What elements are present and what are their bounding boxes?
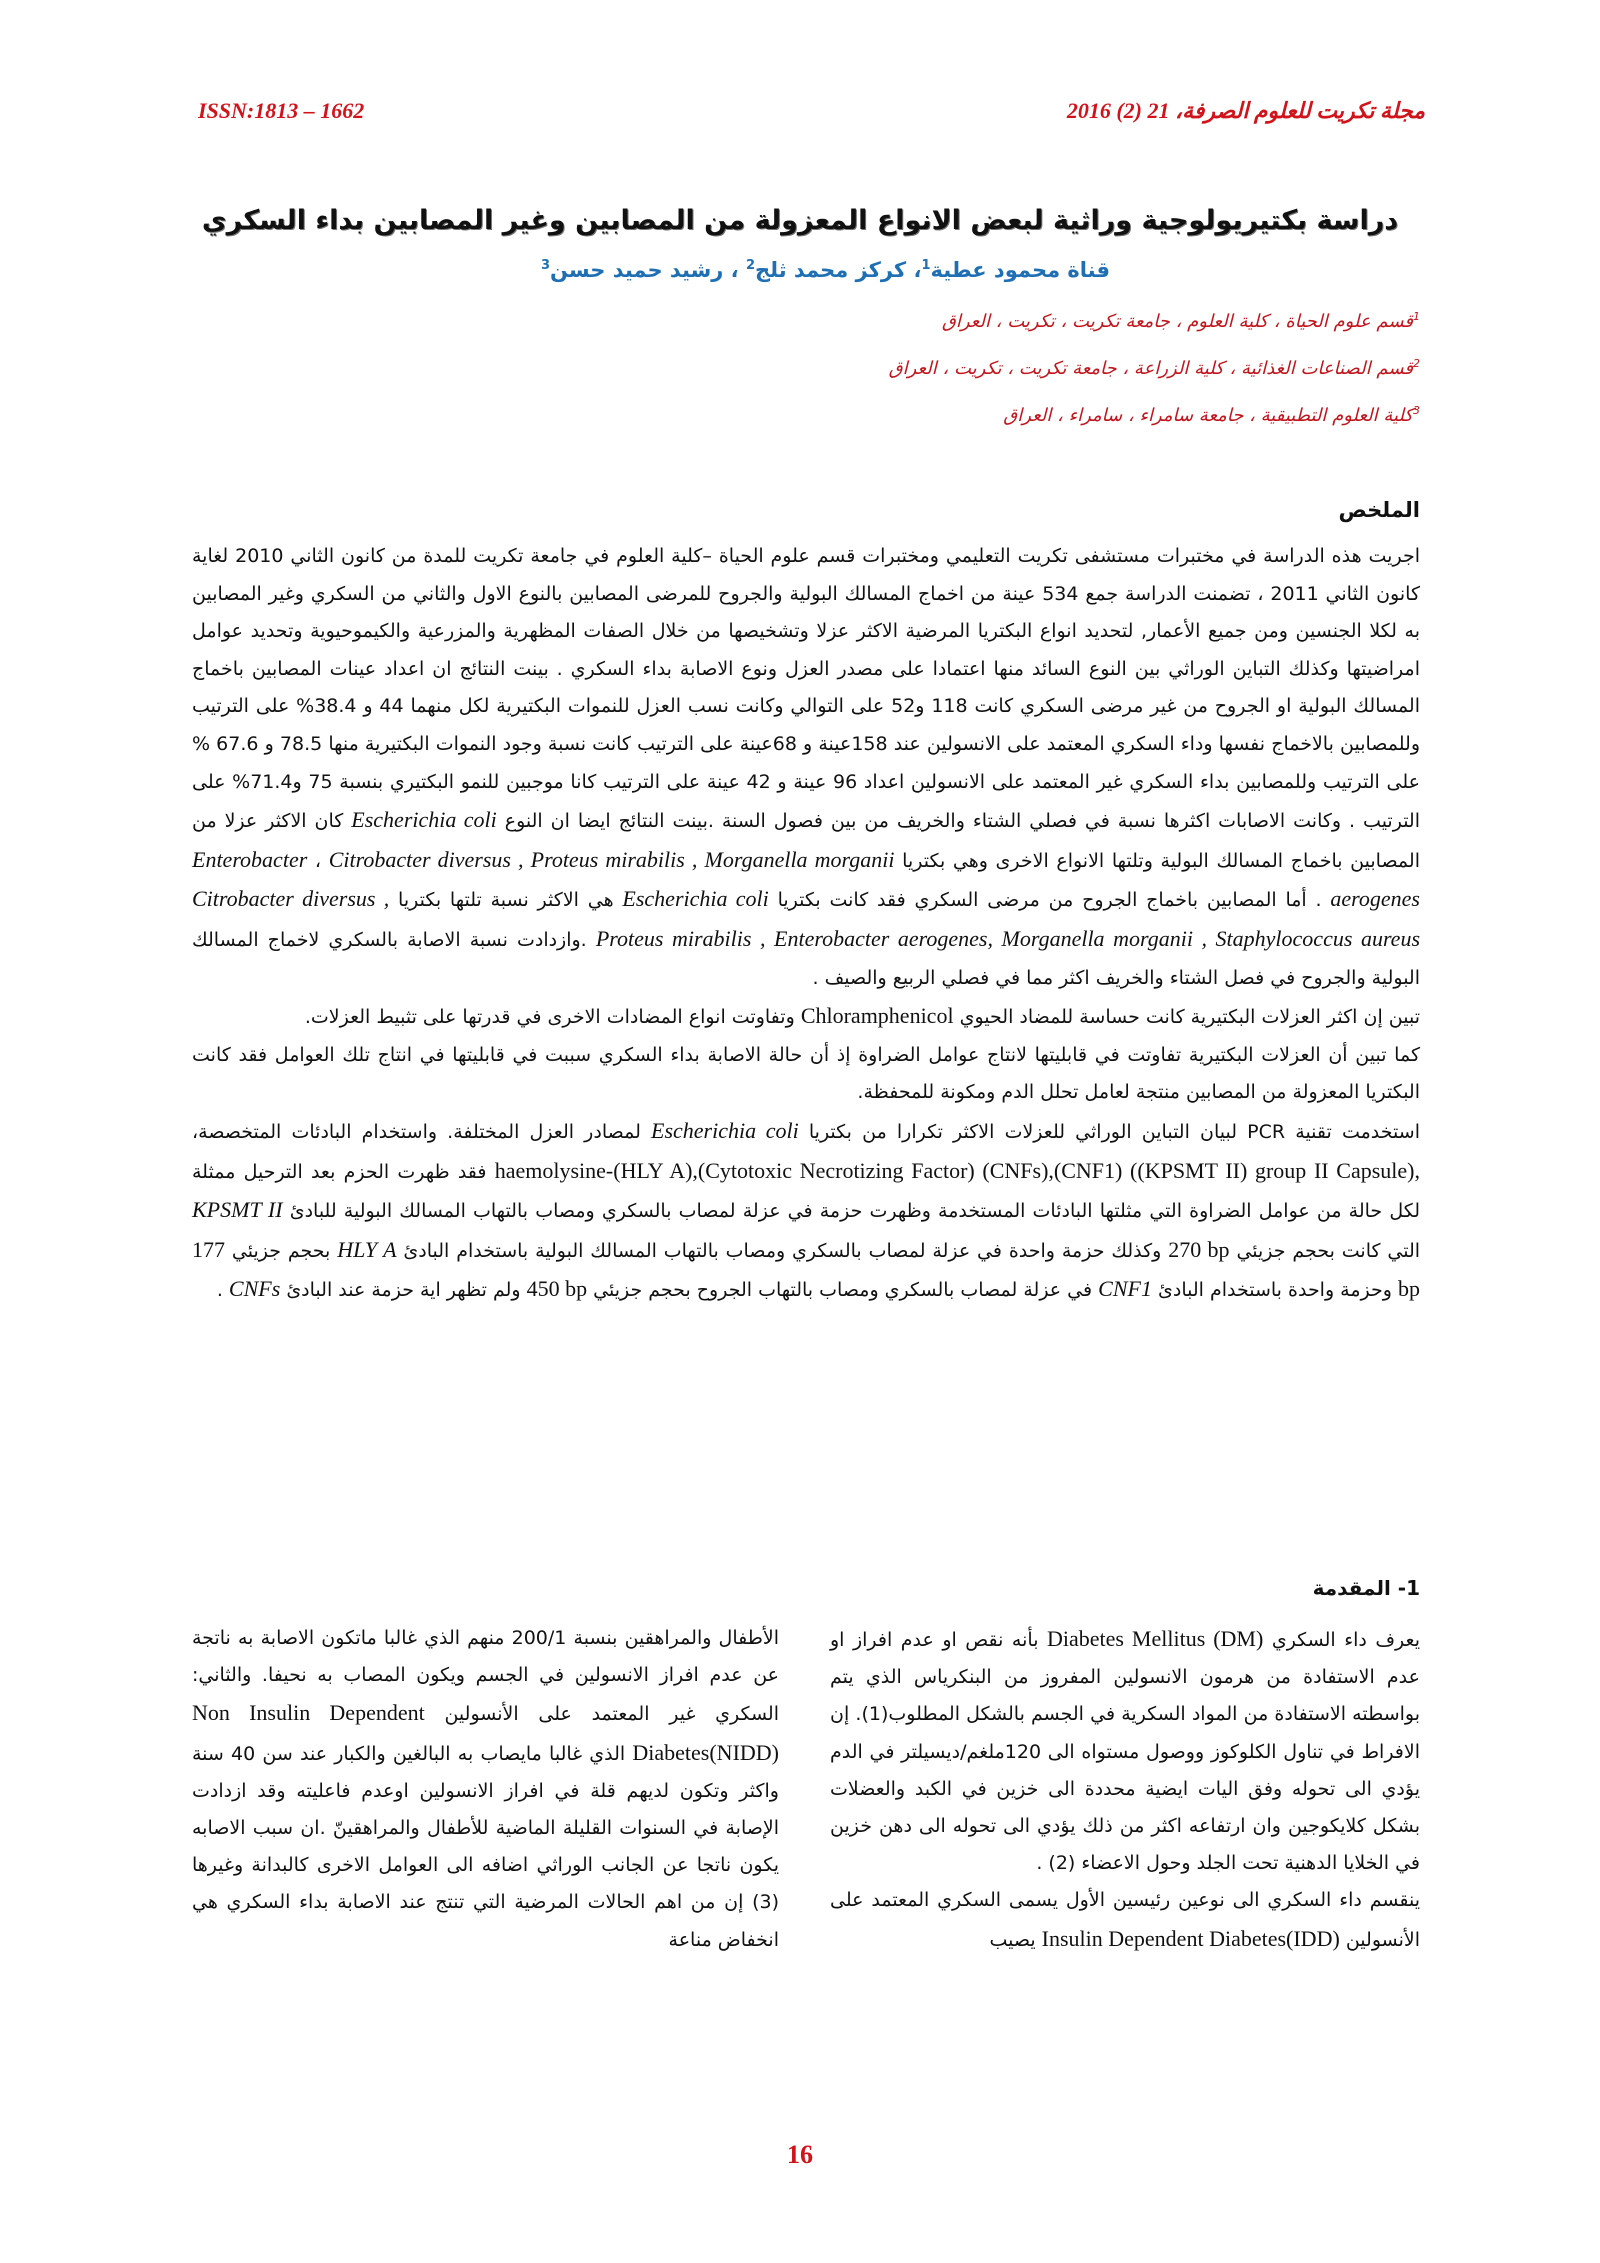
affiliation-sup: 1	[1413, 310, 1420, 323]
species-name: Citrobacter diversus , Proteus mirabilis , Enterobacter aerogenes, Morganella morganii , Staphylococcus aureus	[192, 886, 1421, 951]
antibiotic-name: Chloramphenicol	[800, 1003, 954, 1029]
intro-column-left	[192, 1620, 779, 1959]
author-name: قناة محمود عطية	[930, 258, 1110, 282]
abstract-text: ولم تظهر اية حزمة عند البادئ	[286, 1279, 521, 1302]
abstract-paragraph	[192, 997, 1420, 1037]
abstract-paragraph	[192, 538, 1420, 997]
author-name: رشيد حميد حسن	[549, 258, 724, 282]
term-english: Insulin Dependent Diabetes(IDD)	[1041, 1925, 1340, 1951]
introduction-heading: 1- المقدمة	[1312, 1576, 1420, 1600]
affiliation	[889, 357, 1420, 379]
author-name: كركز محمد ثلج	[755, 258, 907, 282]
abstract-text: تبين إن اكثر العزلات البكتيرية كانت حساسة للمضاد الحيوي	[959, 1006, 1420, 1029]
author-sup: 2	[745, 258, 756, 273]
species-name: Escherichia coli	[651, 1117, 799, 1143]
intro-text: الأطفال والمراهقين بنسبة 200/1 منهم الذي غالبا ماتكون الاصابة به ناتجة عن عدم افراز الانسولين في الجسم ويكون المصاب به نحيفا. والثاني: السكري غير المعتمد على الأنسولين	[192, 1627, 780, 1726]
band-size: 270 bp	[1168, 1236, 1230, 1262]
abstract-text: اجريت هذه الدراسة في مختبرات مستشفى تكريت التعليمي ومختبرات قسم علوم الحياة –كلية العلوم في جامعة تكريت للمدة من كانون الثاني 2010 لغاية كانون الثاني 2011 ، تضمنت الدراسة جمع 534 عينة من اخماج المسالك البولية والجروح للمرضى المصابين بالنوع الاول والثاني من السكري وغير المصابين به لكلا الجنسين ومن جميع الأعمار, لتحديد انواع البكتريا المرضية الاكثر عزلا وتشخيصها من خلال الصفات المظهرية والمزرعية والكيموحيوية وتحديد عوامل امراضيتها وكذلك التباين الوراثي بين النوع السائد منها اعتمادا على مصدر العزل ونوع الاصابة بداء السكري . بينت النتائج ان اعداد عينات المصابين باخماج المسالك البولية او الجروح من غير مرضى السكري كانت 118 و52 على التوالي وكانت نسب العزل للنموات البكتيرية لكل منهما 44 و 38.4% على الترتيب وللمصابين بالاخماج نفسها وداء السكري المعتمد على الانسولين عند 158عينة و 68عينة على الترتيب كانت نسبة وجود النموات البكتيرية منها 78.5 و 67.6 % على الترتيب وللمصابين بداء السكري غير المعتمد على الانسولين اعداد 96 عينة و 42 عينة على الترتيب كانا موجبين للنمو البكتيري بنسبة 75 و71.4% على الترتيب . وكانت الاصابات اكثرها نسبة في فصلي الشتاء والخريف من بين فصول السنة .بينت النتائج ايضا ان النوع	[192, 545, 1420, 833]
abstract-body	[192, 538, 1420, 1310]
intro-text: الذي غالبا مايصاب به البالغين والكبار عند سن 40 سنة واكثر وتكون لديهم قلة في افراز الانسولين اوعدم فاعليته وقد ازدادت الإصابة في السنوات القليلة الماضية للأطفال والمراهقينّ .ان سبب الاصابه يكون ناتجا عن الجانب الوراثي اضافه الى العوامل الاخرى كالبدانة وغيرها (3) إن من اهم الحالات المرضية التي تنتج عند الاصابة بداء السكري هي انخفاض مناعة	[192, 1742, 779, 1951]
intro-text: ينقسم داء السكري الى نوعين رئيسين الأول يسمى السكري المعتمد على الأنسولين	[830, 1889, 1420, 1951]
author-sup: 1	[921, 258, 931, 273]
abstract-text: .	[216, 1279, 223, 1302]
abstract-text: بحجم جزيئي	[231, 1239, 331, 1262]
abstract-text: وتفاوتت انواع المضادات الاخرى في قدرتها على تثبيط العزلات.	[304, 1006, 795, 1029]
affiliation-sup: 2	[1413, 357, 1420, 370]
term-english: Diabetes Mellitus (DM)	[1047, 1626, 1264, 1651]
intro-text: يعرف داء السكري	[1271, 1629, 1420, 1651]
abstract-text: استخدمت تقنية PCR لبيان التباين الوراثي للعزلات الاكثر تكرارا من بكتريا	[808, 1120, 1420, 1143]
affiliation-text: قسم الصناعات الغذائية ، كلية الزراعة ، جامعة تكريت ، تكريت ، العراق	[888, 358, 1413, 379]
abstract-text: لمصادر العزل المختلفة. واستخدام البادئات المتخصصة،	[192, 1120, 641, 1143]
abstract-text: . أما المصابين باخماج الجروح من مرضى السكري فقد كانت بكتريا	[777, 889, 1322, 912]
term-english: Non Insulin Dependent Diabetes(NIDD)	[192, 1700, 779, 1765]
intro-paragraph	[192, 1620, 779, 1959]
primer-name: CNFs	[228, 1276, 281, 1302]
band-size: 177 bp	[192, 1236, 1420, 1302]
author-sup: 3	[540, 258, 550, 273]
abstract-text: وكذلك حزمة واحدة في عزلة لمصاب بالسكري ومصاب بالتهاب المسالك البولية باستخدام البادئ	[403, 1239, 1162, 1262]
abstract-text: فقد ظهرت الحزم بعد الترحيل ممثلة لكل حالة من عوامل الضراوة التي مثلتها البادئات المستخدمة وظهرت حزمة في عزلة لمصاب بالسكري ومصاب بالتهاب المسالك البولية للبادئ	[192, 1160, 1420, 1223]
issn-header: ISSN:1813 – 1662	[198, 98, 365, 123]
affiliation-text: قسم علوم الحياة ، كلية العلوم ، جامعة تكريت ، تكريت ، العراق	[941, 311, 1413, 332]
abstract-text: .وازدادت نسبة الاصابة بالسكري لاخماج المسالك البولية والجروح في فصل الشتاء والخريف اكثر مما في فصلي الربيع والصيف .	[192, 928, 1420, 989]
primer-name: KPSMT II	[192, 1197, 283, 1223]
abstract-heading: الملخص	[1338, 498, 1420, 522]
affiliation-text: كلية العلوم التطبيقية ، جامعة سامراء ، سامراء ، العراق	[1003, 405, 1413, 426]
affiliation-sup: 3	[1413, 404, 1420, 417]
page-number: 16	[787, 2140, 813, 2169]
abstract-text: التي كانت بحجم جزيئي	[1236, 1239, 1421, 1262]
intro-text: يصيب	[989, 1928, 1036, 1951]
abstract-paragraph: كما تبين أن العزلات البكتيرية تفاوتت في قابليتها لانتاج عوامل الضراوة إذ أن حالة الاصابة بداء السكري سببت في قابليتها في انتاج تلك العوامل فقد كانت البكتريا المعزولة من المصابين منتجة لعامل تحلل الدم ومكونة للمحفظة.	[192, 1043, 1420, 1104]
affiliation	[942, 310, 1420, 332]
abstract-text: في عزلة لمصاب بالسكري ومصاب بالتهاب الجروح بحجم جزيئي	[593, 1279, 1093, 1302]
intro-column-right	[830, 1620, 1420, 1959]
intro-paragraph	[830, 1882, 1420, 1958]
intro-text: بأنه نقص او عدم افراز او عدم الاستفادة من هرمون الانسولين المفروز من البنكرياس الذي يتم بواسطته الاستفادة من المواد السكرية في الجسم بالشكل المطلوب(1). إن الافراط في تناول الكلوكوز ووصول مستواه الى 120ملغم/ديسيلتر في الدم يؤدي الى تحوله وفق اليات ايضية محددة الى خزين في الكبد والعضلات بشكل كلايكوجين وان ارتفاعه اكثر من ذلك يؤدي الى تحوله الى دهن خزين في الخلايا الدهنية تحت الجلد وحول الاعضاء (2) .	[830, 1629, 1420, 1875]
primer-name: CNF1	[1098, 1276, 1152, 1302]
abstract-text: ،	[314, 849, 322, 872]
species-name: Citrobacter diversus , Proteus mirabilis , Morganella morganii	[328, 846, 895, 872]
affiliation	[1003, 404, 1420, 426]
journal-header: مجلة تكريت للعلوم الصرفة، 21 (2) 2016	[1066, 98, 1425, 123]
abstract-text: كان الاكثر عزلا من المصابين باخماج المسالك البولية وتلتها الانواع الاخرى وهي بكتريا	[192, 810, 1420, 872]
author-list: قناة محمود عطية$^1$، كركز محمد ثلج$^2$ ، رشيد حميد حسن$^3$	[540, 258, 1110, 282]
paper-title: دراسة بكتيريولوجية وراثية لبعض الانواع المعزولة من المصابين وغير المصابين بداء السكري	[201, 205, 1399, 236]
species-name: Escherichia coli	[351, 807, 497, 833]
species-name: Enterobacter aerogenes	[192, 846, 1420, 912]
primer-name: HLY A	[337, 1236, 397, 1262]
abstract-paragraph	[192, 1112, 1420, 1310]
abstract-text: وحزمة واحدة باستخدام البادئ	[1158, 1279, 1392, 1302]
band-size: 450 bp	[526, 1276, 588, 1302]
species-name: Escherichia coli	[622, 886, 769, 912]
abstract-text: هي الاكثر نسبة تلتها بكتريا	[398, 889, 614, 912]
intro-paragraph	[830, 1620, 1420, 1882]
primer-list: haemolysine-(HLY A),(Cytotoxic Necrotizing Factor) (CNFs),(CNF1) ((KPSMT II) group II Capsule),	[494, 1157, 1420, 1183]
